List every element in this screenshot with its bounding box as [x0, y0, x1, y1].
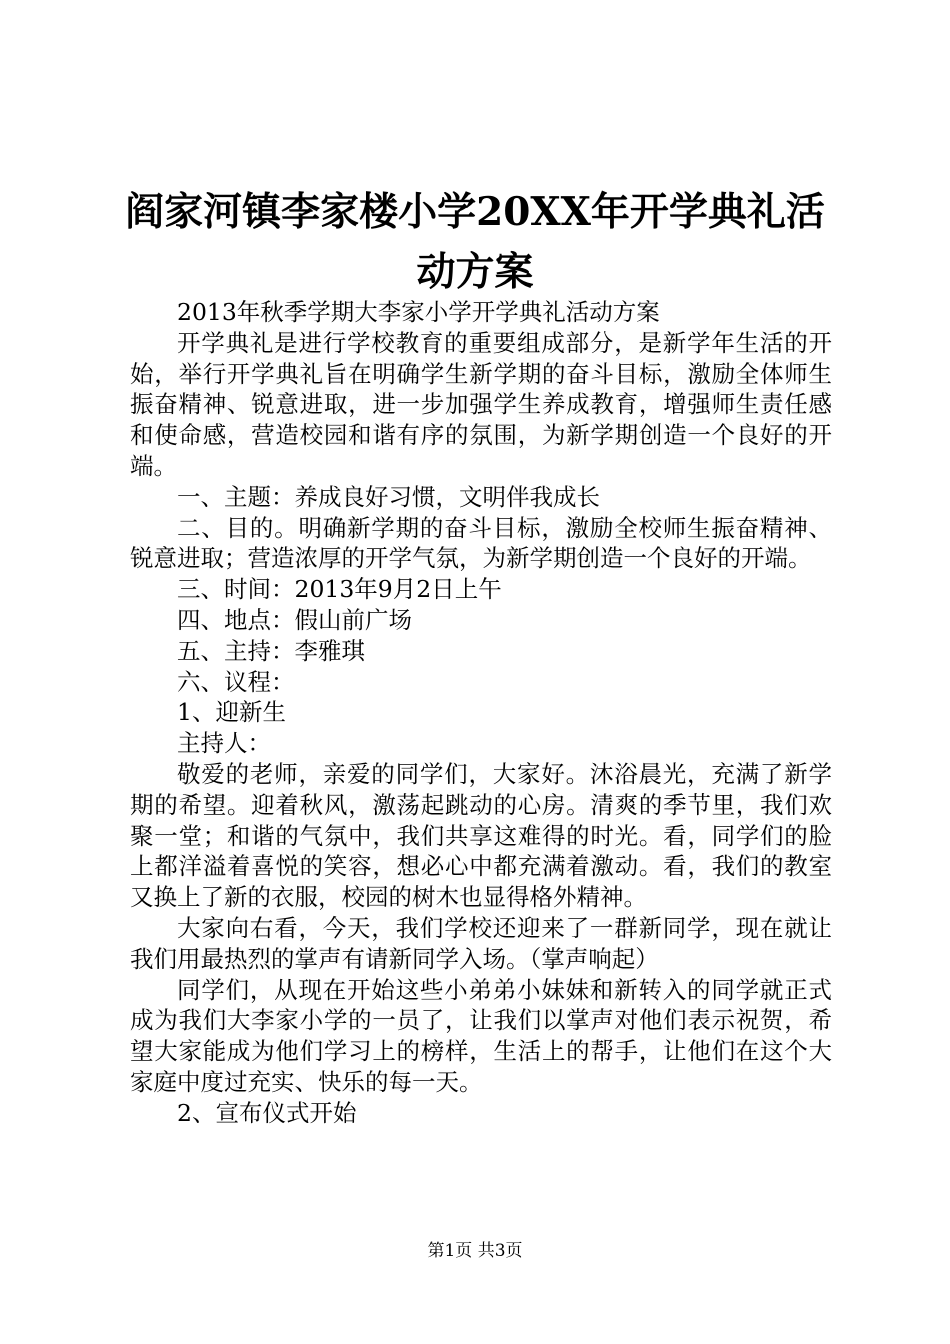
document-title: 阎家河镇李家楼小学20XX年开学典礼活动方案 — [125, 189, 825, 295]
intro-paragraph: 开学典礼是进行学校教育的重要组成部分，是新学年生活的开始，举行开学典礼旨在明确学生新学期的奋斗目标，激励全体师生振奋精神、锐意进取，进一步加强学生养成教育，增强师生责任感和使命感，营造校园和谐有序的氛围，为新学期创造一个良好的开端。 — [130, 328, 832, 480]
greeting-paragraph: 敬爱的老师，亲爱的同学们，大家好。沐浴晨光，充满了新学期的希望。迎着秋风，激荡起跳动的心房。清爽的季节里，我们欢聚一堂；和谐的气氛中，我们共享这难得的时光。看，同学们的脸上都洋溢着喜悦的笑容，想必心中都充满着激动。看，我们的教室又换上了新的衣服，校园的树木也显得格外精神。 — [130, 759, 832, 912]
agenda-heading: 六、议程： — [177, 667, 295, 696]
document-body — [130, 297, 832, 1129]
purpose-paragraph: 二、目的。明确新学期的奋斗目标，激励全校师生振奋精神、锐意进取；营造浓厚的开学气氛，为新学期创造一个良好的开端。 — [130, 513, 832, 573]
location-paragraph: 四、地点：假山前广场 — [177, 605, 412, 634]
host-label: 主持人： — [177, 729, 271, 758]
agenda-item-opening: 2、宣布仪式开始 — [177, 1098, 357, 1127]
agenda-item-welcome: 1、迎新生 — [177, 698, 286, 727]
host-paragraph: 五、主持：李雅琪 — [177, 636, 365, 665]
subtitle-paragraph: 2013年秋季学期大李家小学开学典礼活动方案 — [177, 298, 660, 326]
new-students-paragraph: 大家向右看，今天，我们学校还迎来了一群新同学，现在就让我们用最热烈的掌声有请新同学入场。（掌声响起） — [130, 913, 832, 973]
welcome-paragraph: 同学们，从现在开始这些小弟弟小妹妹和新转入的同学就正式成为我们大李家小学的一员了，让我们以掌声对他们表示祝贺，希望大家能成为他们学习上的榜样，生活上的帮手，让他们在这个大家庭中度过充实、快乐的每一天。 — [130, 975, 832, 1096]
page-number-footer: 第1页 共3页 — [427, 1241, 523, 1261]
theme-paragraph: 一、主题：养成良好习惯，文明伴我成长 — [177, 482, 600, 511]
time-paragraph: 三、时间：2013年9月2日上午 — [177, 575, 502, 604]
